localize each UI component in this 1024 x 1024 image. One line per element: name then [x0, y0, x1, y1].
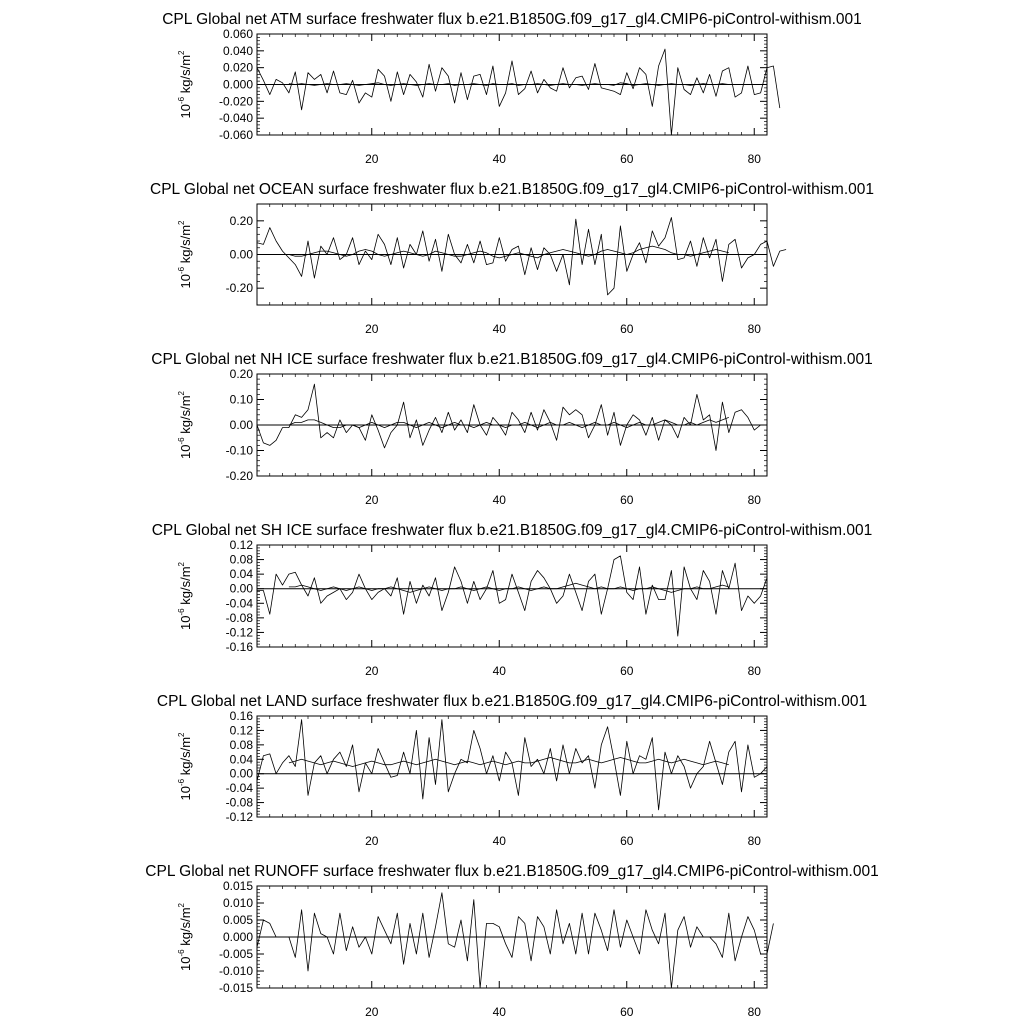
y-tick-label: -0.12: [225, 625, 253, 640]
x-tick-label: 20: [365, 664, 379, 678]
chart-panel-6: [145, 863, 878, 1019]
y-tick-label: 0.040: [222, 43, 253, 58]
y-tick-label: 0.005: [222, 913, 253, 927]
y-tick-label: 0.16: [229, 709, 253, 723]
chart-title: CPL Global net ATM surface freshwater flux b.e21.B1850G.f09_g17_gl4.CMIP6-piControl-withism.001: [162, 11, 862, 28]
y-tick-label: 0.015: [222, 879, 253, 893]
y-tick-label: -0.08: [225, 795, 253, 810]
y-axis-label: $10^{-6}$ $kg/s/m^2$: [177, 220, 193, 289]
y-tick-label: 0.08: [229, 552, 253, 567]
y-tick-label: -0.040: [218, 111, 253, 126]
y-tick-label: 0.04: [229, 752, 253, 767]
x-tick-label: 40: [492, 834, 506, 848]
series-line-annual: [257, 720, 767, 810]
y-axis-label: $10^{-6}$ $kg/s/m^2$: [177, 732, 193, 801]
chart-title: CPL Global net NH ICE surface freshwater flux b.e21.B1850G.f09_g17_gl4.CMIP6-piControl-withism.001: [151, 351, 873, 368]
x-tick-label: 60: [620, 322, 634, 336]
y-tick-label: 0.000: [222, 930, 253, 944]
chart-title: CPL Global net OCEAN surface freshwater flux b.e21.B1850G.f09_g17_gl4.CMIP6-piControl-withism.001: [150, 181, 874, 198]
x-tick-label: 80: [747, 322, 761, 336]
y-tick-label: -0.20: [225, 281, 253, 296]
chart-panel-3: [151, 351, 872, 507]
series-line-annual: [257, 384, 767, 450]
y-tick-label: 0.010: [222, 896, 253, 910]
y-tick-label: 0.000: [222, 77, 253, 92]
x-tick-label: 40: [492, 152, 506, 166]
chart-panel-4: [152, 522, 873, 678]
x-tick-label: 80: [747, 152, 761, 166]
x-tick-label: 80: [747, 834, 761, 848]
x-tick-label: 20: [365, 152, 379, 166]
series-line-annual: [257, 556, 767, 636]
chart-panel-1: [162, 11, 862, 166]
y-tick-label: -0.08: [225, 610, 253, 625]
y-tick-label: 0.20: [229, 213, 253, 228]
y-tick-label: 0.12: [229, 723, 253, 738]
y-tick-label: 0.00: [229, 418, 253, 432]
plot-frame: [257, 545, 767, 647]
y-tick-label: 0.12: [229, 538, 253, 552]
y-tick-label: -0.060: [218, 128, 253, 142]
y-axis-label: $10^{-6}$ $kg/s/m^2$: [177, 903, 193, 971]
series-line-annual: [257, 893, 773, 988]
y-tick-label: 0.00: [229, 766, 253, 781]
x-tick-label: 40: [492, 1005, 506, 1019]
y-tick-label: -0.10: [225, 443, 253, 458]
x-tick-label: 60: [620, 834, 634, 848]
y-tick-label: 0.00: [229, 581, 253, 596]
chart-title: CPL Global net LAND surface freshwater flux b.e21.B1850G.f09_g17_gl4.CMIP6-piControl-withism.001: [156, 693, 868, 710]
y-tick-label: -0.20: [225, 469, 253, 483]
x-tick-label: 60: [620, 1005, 634, 1019]
series-line-annual: [257, 218, 786, 295]
x-tick-label: 20: [365, 834, 379, 848]
chart-title: CPL Global net SH ICE surface freshwater flux b.e21.B1850G.f09_g17_gl4.CMIP6-piControl-withism.001: [151, 522, 873, 539]
x-tick-label: 20: [365, 493, 379, 507]
y-axis-label: $10^{-6}$ $kg/s/m^2$: [177, 391, 193, 459]
x-tick-label: 60: [620, 152, 634, 166]
chart-title: CPL Global net RUNOFF surface freshwater flux b.e21.B1850G.f09_g17_gl4.CMIP6-piControl-withism.001: [145, 863, 879, 880]
chart-panel-5: [157, 693, 867, 848]
series-line-annual: [257, 49, 780, 135]
y-tick-label: 0.060: [222, 27, 253, 41]
y-tick-label: 0.00: [229, 247, 253, 262]
y-tick-label: -0.015: [218, 981, 253, 995]
x-tick-label: 40: [492, 664, 506, 678]
y-tick-label: 0.20: [229, 367, 253, 381]
x-tick-label: 80: [747, 493, 761, 507]
y-tick-label: 0.08: [229, 737, 253, 752]
x-tick-label: 40: [492, 493, 506, 507]
y-tick-label: 0.10: [229, 392, 253, 407]
chart-panel-2: [150, 181, 874, 336]
x-tick-label: 60: [620, 493, 634, 507]
x-tick-label: 20: [365, 322, 379, 336]
y-tick-label: -0.005: [218, 947, 253, 961]
x-tick-label: 20: [365, 1005, 379, 1019]
x-tick-label: 80: [747, 1005, 761, 1019]
y-tick-label: -0.16: [225, 640, 253, 654]
x-tick-label: 60: [620, 664, 634, 678]
y-tick-label: 0.04: [229, 567, 253, 582]
y-tick-label: -0.12: [225, 810, 253, 824]
y-tick-label: -0.020: [218, 94, 253, 109]
plot-frame: [257, 716, 767, 817]
y-tick-label: -0.04: [225, 781, 253, 796]
x-tick-label: 80: [747, 664, 761, 678]
y-tick-label: 0.020: [222, 60, 253, 75]
y-tick-label: -0.04: [225, 596, 253, 611]
y-axis-label: $10^{-6}$ $kg/s/m^2$: [177, 50, 193, 119]
y-tick-label: -0.010: [218, 964, 253, 978]
x-tick-label: 40: [492, 322, 506, 336]
y-axis-label: $10^{-6}$ $kg/s/m^2$: [177, 562, 193, 630]
